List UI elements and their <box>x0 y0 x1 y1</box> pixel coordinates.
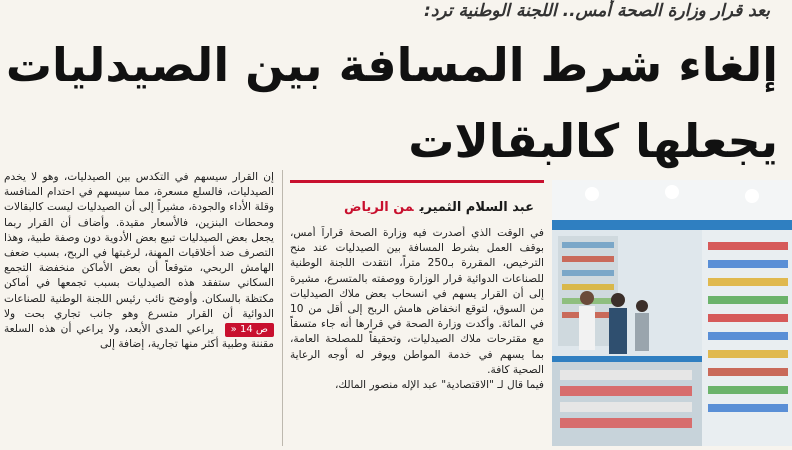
byline-author: عبد السلام الثميري <box>419 200 534 215</box>
paragraph: في الوقت الذي أصدرت فيه وزارة الصحة قراراً أمس، بوقف العمل بشرط المسافة بين الصيدليات عند منح الترخيص، المقررة بـ250 متراً، انتقدت اللجنة الوطنية للصناعات الدوائية قرار الوزارة ووصفته بالمتسرع، مشيرة إلى أن القرار يسهم في انسحاب بعض ملاك الصيدليات من السوق، لتوقع انخفاض هامش الربح إلى أقل من 10 في المائة. وأكدت وزارة الصحة في قرارها أنه جاء متسقاً مع مقترحات ملاك الصيدليات، وتحقيقاً للمصلحة العامة، بما يسهم في خدمة المواطن ويوفر له أوجه الرعاية الصحية كافة. <box>290 227 544 376</box>
headline-line-1: إلغاء شرط المسافة بين الصيدليات <box>5 38 778 92</box>
jump-label: ص 14 <box>239 324 268 336</box>
column-separator <box>282 170 283 446</box>
paragraph-tail: يراعي المدى الأبعد، ولا يراعي أن هذه السلعة مقننة وطبية أكثر منها تجارية، إضافة إلى <box>4 323 274 351</box>
article-column-middle <box>290 226 544 448</box>
jump-page-badge[interactable]: ص 14 « <box>225 323 274 337</box>
pharmacy-photo <box>552 180 792 446</box>
headline-line-2: يجعلها كالبقالات <box>408 114 778 168</box>
pharmacy-interior-image <box>552 180 792 446</box>
kicker: بعد قرار وزارة الصحة أمس.. اللجنة الوطنية ترد: <box>424 1 770 21</box>
paragraph: فيما قال لـ "الاقتصادية" عبد الإله منصور المالك، <box>335 379 544 392</box>
byline-rule <box>290 180 544 183</box>
byline <box>292 200 534 215</box>
paragraph <box>4 170 274 352</box>
paragraph-text: إن القرار سيسهم في التكدس بين الصيدليات، وهو لا يخدم الصيدليات، فالسلع مسعرة، مما سيسهم في احتدام المنافسة وقلة الأداء والجودة، مشيراً إلى أن الصيدليات ليست كالبقالات ومحطات البنزين، فالأسعار مقيدة. وأضاف أن القرار ربما يجعل بعض الصيدليات تبيع بعض الأدوية دون وصفة طبية، وهذا التصرف ضد أخلاقيات المهنة، لرغبتها في الربح، بسبب ضعف الهامش الربحي، متوقعاً أن بعض الأماكن منخفضة التجمع السكاني ستفقد هذه الصيدليات بسبب تجمعها في أماكن مكتظة بالسكان. وأوضح نائب رئيس اللجنة الوطنية للصناعات الدوائية أن القرار متسرع وهو جانب تجاري بحت ولا <box>4 171 274 320</box>
article-column-left <box>4 170 274 450</box>
byline-place: من الرياض <box>344 200 414 215</box>
